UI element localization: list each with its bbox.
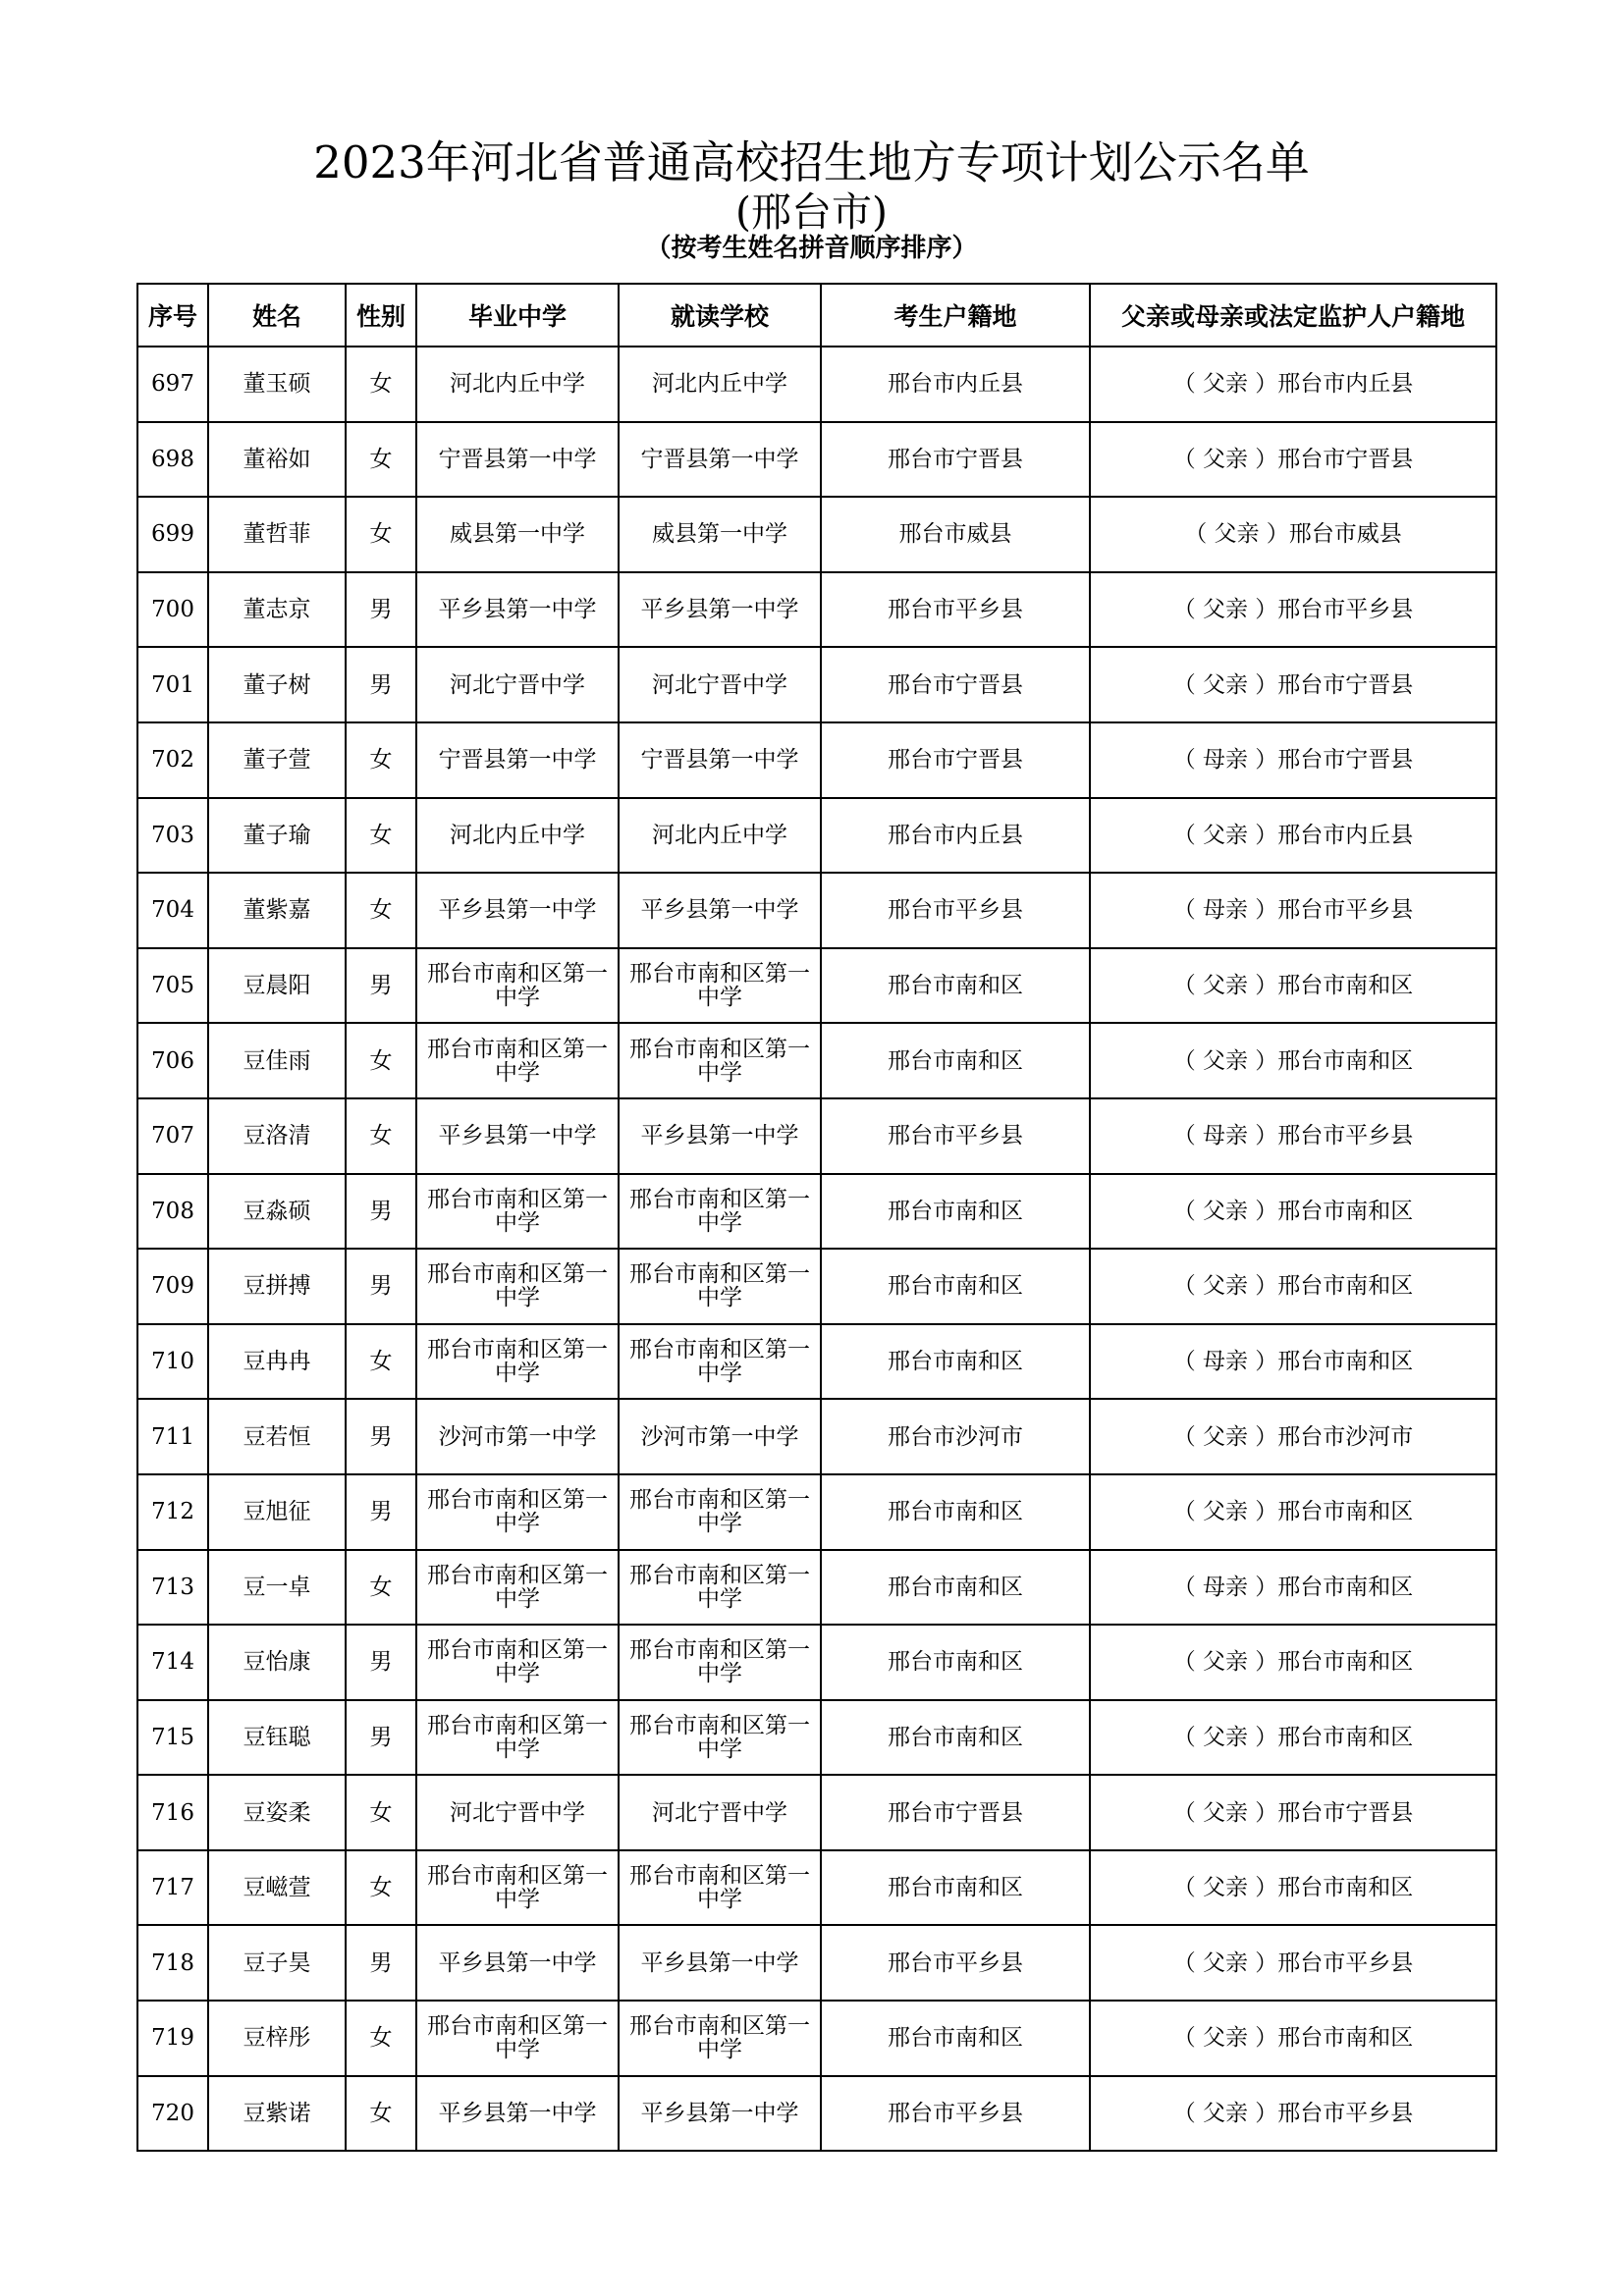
cell-guardian-registration: （ 父亲 ）邢台市南和区: [1090, 948, 1496, 1024]
cell-gender: 女: [346, 722, 416, 798]
cell-graduation-school: 平乡县第一中学: [416, 1925, 619, 2001]
cell-name: 豆晨阳: [208, 948, 346, 1024]
header-household-registration: 考生户籍地: [821, 284, 1090, 347]
table-row: [137, 1023, 1496, 1098]
cell-household-registration: 邢台市平乡县: [821, 1925, 1090, 2001]
cell-current-school: 邢台市南和区第一中学: [619, 1023, 821, 1098]
cell-guardian-registration: （ 母亲 ）邢台市平乡县: [1090, 873, 1496, 948]
cell-current-school: 邢台市南和区第一中学: [619, 1625, 821, 1700]
cell-graduation-school: 宁晋县第一中学: [416, 422, 619, 498]
cell-gender: 男: [346, 1625, 416, 1700]
cell-current-school: 平乡县第一中学: [619, 1925, 821, 2001]
cell-household-registration: 邢台市内丘县: [821, 798, 1090, 874]
cell-graduation-school: 平乡县第一中学: [416, 1098, 619, 1174]
cell-graduation-school: 河北内丘中学: [416, 347, 619, 422]
cell-gender: 女: [346, 1023, 416, 1098]
header-current-school: 就读学校: [619, 284, 821, 347]
cell-household-registration: 邢台市南和区: [821, 948, 1090, 1024]
cell-guardian-registration: （ 父亲 ）邢台市南和区: [1090, 1625, 1496, 1700]
cell-name: 董子瑜: [208, 798, 346, 874]
table-row: [137, 497, 1496, 572]
cell-index: 710: [137, 1324, 208, 1400]
cell-index: 714: [137, 1625, 208, 1700]
header-name: 姓名: [208, 284, 346, 347]
cell-graduation-school: 邢台市南和区第一中学: [416, 1625, 619, 1700]
cell-current-school: 威县第一中学: [619, 497, 821, 572]
cell-name: 董子萱: [208, 722, 346, 798]
cell-name: 豆子昊: [208, 1925, 346, 2001]
cell-name: 董紫嘉: [208, 873, 346, 948]
cell-graduation-school: 威县第一中学: [416, 497, 619, 572]
table-row: [137, 1174, 1496, 1250]
table-row: [137, 422, 1496, 498]
cell-name: 豆嵫萱: [208, 1850, 346, 1926]
cell-guardian-registration: （ 父亲 ）邢台市平乡县: [1090, 1925, 1496, 2001]
cell-index: 706: [137, 1023, 208, 1098]
cell-graduation-school: 平乡县第一中学: [416, 572, 619, 648]
cell-current-school: 邢台市南和区第一中学: [619, 1174, 821, 1250]
cell-index: 716: [137, 1775, 208, 1850]
cell-current-school: 平乡县第一中学: [619, 1098, 821, 1174]
cell-gender: 女: [346, 1550, 416, 1626]
cell-gender: 男: [346, 1700, 416, 1776]
cell-index: 707: [137, 1098, 208, 1174]
cell-graduation-school: 邢台市南和区第一中学: [416, 1850, 619, 1926]
table-row: [137, 722, 1496, 798]
cell-name: 豆拼搏: [208, 1249, 346, 1324]
cell-name: 豆一卓: [208, 1550, 346, 1626]
cell-guardian-registration: （ 父亲 ）邢台市南和区: [1090, 1023, 1496, 1098]
cell-current-school: 邢台市南和区第一中学: [619, 1850, 821, 1926]
table-row: [137, 2076, 1496, 2152]
cell-current-school: 邢台市南和区第一中学: [619, 948, 821, 1024]
cell-index: 700: [137, 572, 208, 648]
cell-name: 董哲菲: [208, 497, 346, 572]
cell-name: 豆冉冉: [208, 1324, 346, 1400]
cell-name: 豆淼硕: [208, 1174, 346, 1250]
table-row: [137, 1625, 1496, 1700]
cell-graduation-school: 平乡县第一中学: [416, 873, 619, 948]
cell-graduation-school: 邢台市南和区第一中学: [416, 1174, 619, 1250]
cell-household-registration: 邢台市沙河市: [821, 1399, 1090, 1474]
cell-guardian-registration: （ 父亲 ）邢台市南和区: [1090, 1700, 1496, 1776]
cell-guardian-registration: （ 父亲 ）邢台市南和区: [1090, 1850, 1496, 1926]
cell-gender: 男: [346, 1474, 416, 1550]
cell-gender: 女: [346, 497, 416, 572]
cell-household-registration: 邢台市南和区: [821, 1625, 1090, 1700]
cell-current-school: 河北内丘中学: [619, 347, 821, 422]
table-row: [137, 798, 1496, 874]
table-row: [137, 572, 1496, 648]
cell-graduation-school: 邢台市南和区第一中学: [416, 1700, 619, 1776]
cell-gender: 男: [346, 1399, 416, 1474]
cell-guardian-registration: （ 父亲 ）邢台市宁晋县: [1090, 422, 1496, 498]
cell-household-registration: 邢台市平乡县: [821, 2076, 1090, 2152]
cell-gender: 女: [346, 347, 416, 422]
cell-index: 711: [137, 1399, 208, 1474]
header-graduation-school: 毕业中学: [416, 284, 619, 347]
cell-current-school: 河北宁晋中学: [619, 1775, 821, 1850]
cell-graduation-school: 河北宁晋中学: [416, 647, 619, 722]
cell-index: 702: [137, 722, 208, 798]
sort-note: （按考生姓名拼音顺序排序）: [645, 234, 978, 263]
cell-graduation-school: 河北宁晋中学: [416, 1775, 619, 1850]
cell-graduation-school: 河北内丘中学: [416, 798, 619, 874]
cell-guardian-registration: （ 父亲 ）邢台市南和区: [1090, 2001, 1496, 2076]
cell-index: 713: [137, 1550, 208, 1626]
cell-index: 699: [137, 497, 208, 572]
cell-guardian-registration: （ 母亲 ）邢台市宁晋县: [1090, 722, 1496, 798]
cell-graduation-school: 邢台市南和区第一中学: [416, 1249, 619, 1324]
cell-current-school: 邢台市南和区第一中学: [619, 1550, 821, 1626]
cell-gender: 女: [346, 1324, 416, 1400]
cell-current-school: 沙河市第一中学: [619, 1399, 821, 1474]
cell-guardian-registration: （ 父亲 ）邢台市平乡县: [1090, 572, 1496, 648]
cell-current-school: 宁晋县第一中学: [619, 422, 821, 498]
table-header-row: [137, 284, 1496, 347]
cell-index: 703: [137, 798, 208, 874]
cell-guardian-registration: （ 父亲 ）邢台市宁晋县: [1090, 1775, 1496, 1850]
cell-graduation-school: 邢台市南和区第一中学: [416, 1474, 619, 1550]
table-row: [137, 2001, 1496, 2076]
student-table: [136, 283, 1497, 2152]
cell-household-registration: 邢台市平乡县: [821, 873, 1090, 948]
cell-guardian-registration: （ 父亲 ）邢台市平乡县: [1090, 2076, 1496, 2152]
cell-name: 豆紫诺: [208, 2076, 346, 2152]
table-row: [137, 1925, 1496, 2001]
cell-current-school: 邢台市南和区第一中学: [619, 1249, 821, 1324]
cell-household-registration: 邢台市宁晋县: [821, 1775, 1090, 1850]
cell-name: 豆姿柔: [208, 1775, 346, 1850]
cell-current-school: 宁晋县第一中学: [619, 722, 821, 798]
cell-household-registration: 邢台市南和区: [821, 1023, 1090, 1098]
cell-index: 715: [137, 1700, 208, 1776]
cell-household-registration: 邢台市威县: [821, 497, 1090, 572]
cell-graduation-school: 宁晋县第一中学: [416, 722, 619, 798]
cell-current-school: 邢台市南和区第一中学: [619, 1474, 821, 1550]
cell-name: 豆佳雨: [208, 1023, 346, 1098]
cell-graduation-school: 沙河市第一中学: [416, 1399, 619, 1474]
cell-household-registration: 邢台市南和区: [821, 1850, 1090, 1926]
cell-index: 709: [137, 1249, 208, 1324]
cell-household-registration: 邢台市南和区: [821, 1324, 1090, 1400]
cell-household-registration: 邢台市内丘县: [821, 347, 1090, 422]
cell-name: 豆若恒: [208, 1399, 346, 1474]
cell-index: 701: [137, 647, 208, 722]
table-row: [137, 1474, 1496, 1550]
table-row: [137, 1700, 1496, 1776]
cell-gender: 女: [346, 1775, 416, 1850]
cell-household-registration: 邢台市南和区: [821, 1474, 1090, 1550]
cell-gender: 女: [346, 873, 416, 948]
cell-index: 698: [137, 422, 208, 498]
cell-graduation-school: 邢台市南和区第一中学: [416, 1023, 619, 1098]
cell-household-registration: 邢台市南和区: [821, 1550, 1090, 1626]
cell-household-registration: 邢台市南和区: [821, 1249, 1090, 1324]
cell-guardian-registration: （ 母亲 ）邢台市南和区: [1090, 1324, 1496, 1400]
table-row: [137, 1399, 1496, 1474]
cell-index: 705: [137, 948, 208, 1024]
page-subtitle: (邢台市): [735, 188, 888, 236]
cell-current-school: 平乡县第一中学: [619, 572, 821, 648]
cell-graduation-school: 平乡县第一中学: [416, 2076, 619, 2152]
cell-guardian-registration: （ 母亲 ）邢台市南和区: [1090, 1550, 1496, 1626]
cell-current-school: 平乡县第一中学: [619, 2076, 821, 2152]
cell-index: 720: [137, 2076, 208, 2152]
cell-gender: 男: [346, 1174, 416, 1250]
cell-guardian-registration: （ 父亲 ）邢台市宁晋县: [1090, 647, 1496, 722]
cell-household-registration: 邢台市平乡县: [821, 572, 1090, 648]
cell-gender: 男: [346, 948, 416, 1024]
table-row: [137, 1324, 1496, 1400]
cell-graduation-school: 邢台市南和区第一中学: [416, 2001, 619, 2076]
cell-household-registration: 邢台市宁晋县: [821, 647, 1090, 722]
table-row: [137, 347, 1496, 422]
cell-name: 豆钰聪: [208, 1700, 346, 1776]
cell-index: 712: [137, 1474, 208, 1550]
table-row: [137, 873, 1496, 948]
cell-current-school: 邢台市南和区第一中学: [619, 2001, 821, 2076]
cell-gender: 男: [346, 1925, 416, 2001]
cell-name: 豆怡康: [208, 1625, 346, 1700]
table-row: [137, 1775, 1496, 1850]
cell-index: 719: [137, 2001, 208, 2076]
cell-guardian-registration: （ 父亲 ）邢台市沙河市: [1090, 1399, 1496, 1474]
table-row: [137, 1249, 1496, 1324]
page-title: 2023年河北省普通高校招生地方专项计划公示名单: [313, 136, 1310, 188]
cell-index: 704: [137, 873, 208, 948]
cell-name: 豆旭征: [208, 1474, 346, 1550]
cell-household-registration: 邢台市宁晋县: [821, 422, 1090, 498]
table-row: [137, 647, 1496, 722]
cell-gender: 女: [346, 1098, 416, 1174]
cell-current-school: 平乡县第一中学: [619, 873, 821, 948]
cell-current-school: 邢台市南和区第一中学: [619, 1324, 821, 1400]
cell-graduation-school: 邢台市南和区第一中学: [416, 948, 619, 1024]
cell-household-registration: 邢台市南和区: [821, 1174, 1090, 1250]
cell-graduation-school: 邢台市南和区第一中学: [416, 1324, 619, 1400]
cell-household-registration: 邢台市南和区: [821, 2001, 1090, 2076]
table-row: [137, 1850, 1496, 1926]
table-row: [137, 1550, 1496, 1626]
cell-gender: 男: [346, 572, 416, 648]
cell-guardian-registration: （ 父亲 ）邢台市内丘县: [1090, 798, 1496, 874]
cell-name: 董子树: [208, 647, 346, 722]
cell-index: 708: [137, 1174, 208, 1250]
cell-gender: 女: [346, 2076, 416, 2152]
cell-guardian-registration: （ 母亲 ）邢台市平乡县: [1090, 1098, 1496, 1174]
cell-name: 董玉硕: [208, 347, 346, 422]
cell-gender: 女: [346, 1850, 416, 1926]
cell-guardian-registration: （ 父亲 ）邢台市内丘县: [1090, 347, 1496, 422]
cell-household-registration: 邢台市南和区: [821, 1700, 1090, 1776]
cell-name: 豆洛清: [208, 1098, 346, 1174]
table-row: [137, 948, 1496, 1024]
table-body: [137, 347, 1496, 2151]
cell-gender: 女: [346, 2001, 416, 2076]
cell-name: 董裕如: [208, 422, 346, 498]
cell-index: 717: [137, 1850, 208, 1926]
header-index: 序号: [137, 284, 208, 347]
cell-current-school: 邢台市南和区第一中学: [619, 1700, 821, 1776]
cell-gender: 女: [346, 422, 416, 498]
cell-gender: 女: [346, 798, 416, 874]
cell-graduation-school: 邢台市南和区第一中学: [416, 1550, 619, 1626]
cell-guardian-registration: （ 父亲 ）邢台市威县: [1090, 497, 1496, 572]
cell-current-school: 河北宁晋中学: [619, 647, 821, 722]
cell-household-registration: 邢台市平乡县: [821, 1098, 1090, 1174]
cell-gender: 男: [346, 647, 416, 722]
cell-name: 豆梓彤: [208, 2001, 346, 2076]
header-guardian-registration: 父亲或母亲或法定监护人户籍地: [1090, 284, 1496, 347]
cell-guardian-registration: （ 父亲 ）邢台市南和区: [1090, 1174, 1496, 1250]
cell-index: 718: [137, 1925, 208, 2001]
cell-gender: 男: [346, 1249, 416, 1324]
table-row: [137, 1098, 1496, 1174]
cell-guardian-registration: （ 父亲 ）邢台市南和区: [1090, 1249, 1496, 1324]
cell-current-school: 河北内丘中学: [619, 798, 821, 874]
cell-household-registration: 邢台市宁晋县: [821, 722, 1090, 798]
cell-guardian-registration: （ 父亲 ）邢台市南和区: [1090, 1474, 1496, 1550]
header-gender: 性别: [346, 284, 416, 347]
cell-name: 董志京: [208, 572, 346, 648]
cell-index: 697: [137, 347, 208, 422]
